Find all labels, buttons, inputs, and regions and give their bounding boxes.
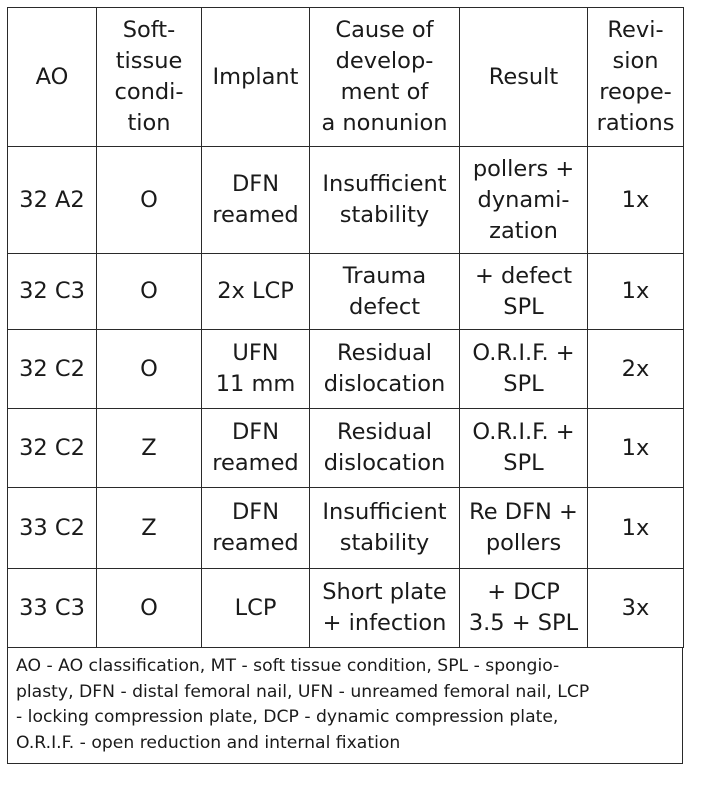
nonunion-table-figure (7, 7, 683, 764)
cell-soft-tissue: O (97, 254, 202, 330)
table-row (8, 409, 684, 488)
cell-cause: Residual dislocation (310, 409, 460, 488)
header-ao: AO (8, 8, 97, 147)
header-result: Result (460, 8, 588, 147)
cell-soft-tissue: Z (97, 409, 202, 488)
table-row (8, 569, 684, 648)
cell-soft-tissue: O (97, 330, 202, 409)
cell-result: Re DFN + pollers (460, 488, 588, 569)
cell-cause: Insufficient stability (310, 147, 460, 254)
cell-revisions: 2x (588, 330, 684, 409)
header-cause: Cause of develop- ment of a nonunion (310, 8, 460, 147)
cell-ao: 32 C2 (8, 330, 97, 409)
cell-result: pollers + dynami- zation (460, 147, 588, 254)
cell-implant: UFN 11 mm (202, 330, 310, 409)
cell-ao: 32 C2 (8, 409, 97, 488)
cell-cause: Insufficient stability (310, 488, 460, 569)
cell-soft-tissue: O (97, 147, 202, 254)
cell-implant: DFN reamed (202, 488, 310, 569)
header-revision-reoperations: Revi- sion reope- rations (588, 8, 684, 147)
cell-ao: 33 C2 (8, 488, 97, 569)
cell-cause: Trauma defect (310, 254, 460, 330)
cell-soft-tissue: O (97, 569, 202, 648)
header-soft-tissue-condition: Soft- tissue condi- tion (97, 8, 202, 147)
table-footnote: AO - AO classification, MT - soft tissue condition, SPL - spongio- plasty, DFN - distal femoral nail, UFN - unreamed femoral nail, LCP - locking compression plate, DCP - dynamic compression plate, O.R.I.F. - open reduction and internal fixation (7, 648, 683, 764)
cell-revisions: 3x (588, 569, 684, 648)
cell-ao: 32 A2 (8, 147, 97, 254)
cell-revisions: 1x (588, 147, 684, 254)
cell-result: O.R.I.F. + SPL (460, 330, 588, 409)
cell-cause: Residual dislocation (310, 330, 460, 409)
cell-revisions: 1x (588, 488, 684, 569)
cell-implant: DFN reamed (202, 409, 310, 488)
cell-ao: 33 C3 (8, 569, 97, 648)
nonunion-table (7, 7, 684, 648)
header-implant: Implant (202, 8, 310, 147)
cell-cause: Short plate + infection (310, 569, 460, 648)
cell-implant: DFN reamed (202, 147, 310, 254)
cell-soft-tissue: Z (97, 488, 202, 569)
cell-ao: 32 C3 (8, 254, 97, 330)
cell-implant: LCP (202, 569, 310, 648)
table-row (8, 254, 684, 330)
table-row (8, 488, 684, 569)
table-row (8, 147, 684, 254)
cell-result: O.R.I.F. + SPL (460, 409, 588, 488)
cell-implant: 2x LCP (202, 254, 310, 330)
table-header-row (8, 8, 684, 147)
cell-revisions: 1x (588, 409, 684, 488)
cell-revisions: 1x (588, 254, 684, 330)
cell-result: + defect SPL (460, 254, 588, 330)
table-row (8, 330, 684, 409)
cell-result: + DCP 3.5 + SPL (460, 569, 588, 648)
